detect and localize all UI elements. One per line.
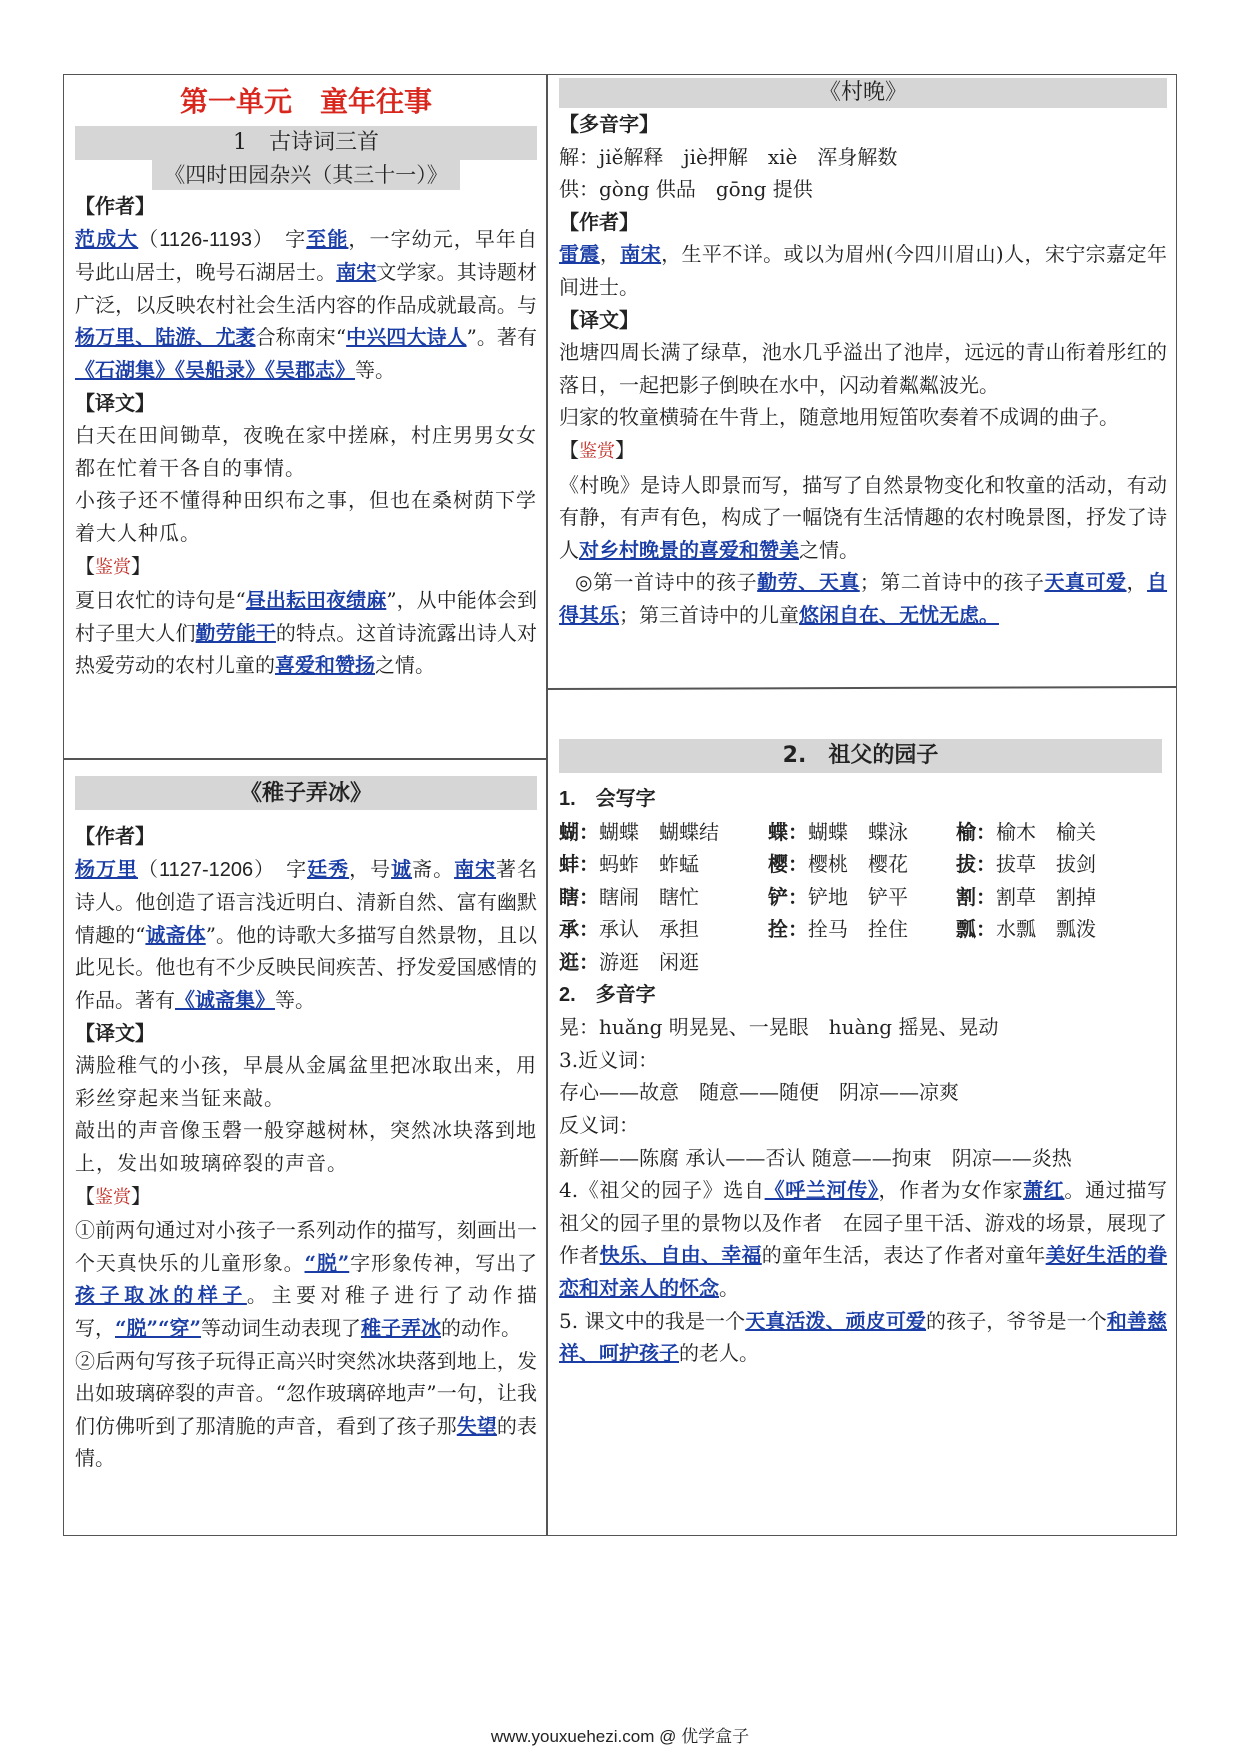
lesson2-writing-heading: 1. 会写字 <box>559 788 656 810</box>
lesson2-polyphone-heading: 2. 多音字 <box>559 983 656 1006</box>
poem2-translation-line1: 满脸稚气的小孩，早晨从金属盆里把冰取出来，用彩丝穿起来当钲来敲。 <box>75 1053 537 1110</box>
poem3-translation-heading: 【译文】 <box>559 307 639 332</box>
lesson2-point4: 4.《祖父的园子》选自《呼兰河传》，作者为女作家萧红。通过描写祖父的园子里的景物以及作者 在园子里干活、游戏的场景，展现了作者快乐、自由、幸福的童年生活，表达了作者对童年美好生活的眷恋和对亲人的怀念。 <box>559 1178 1168 1300</box>
poem3-section <box>559 78 1167 632</box>
char-entry <box>768 946 956 979</box>
lesson2-synonym-heading: 3.近义词： <box>559 1047 659 1072</box>
poem3-polyphone-1: 解：jiě解释 jiè押解 xiè 浑身解数 <box>559 144 898 169</box>
poem2-translation-heading: 【译文】 <box>75 1020 155 1045</box>
char-entry: 蝶：蝴蝶 蝶泳 <box>768 819 908 844</box>
poem2-author-text: 杨万里（1127-1206） 字廷秀，号诚斋。南宋著名诗人。他创造了语言浅近明白、清新自然、富有幽默情趣的“诚斋体”。他的诗歌大多描写自然景物，且以此见长。他也有不少反映民间疾苦、抒发爱国感情的作品。著有《诚斋集》等。 <box>75 856 538 1012</box>
poem1-translation-line2: 小孩子还不懂得种田织布之事，但也在桑树荫下学着大人种瓜。 <box>75 488 537 545</box>
char-entry: 拔：拔草 拔剑 <box>956 852 1096 877</box>
char-entry: 逛：游逛 闲逛 <box>559 949 699 974</box>
lesson2-antonym-heading: 反义词： <box>559 1112 639 1137</box>
footer-watermark: www.youxuehezi.com @ 优学盒子 <box>490 1727 750 1746</box>
poem1-author-text: 范成大（1126-1193） 字至能，一字幼元，早年自号此山居士，晚号石湖居士。南宋文学家。其诗题材广泛，以反映农村社会生活内容的作品成就最高。与杨万里、陆游、尤袤合称南宋“中兴四大诗人”。著有《石湖集》《吴船录》《吴郡志》等。 <box>75 226 538 382</box>
char-entry: 割：割草 割掉 <box>956 884 1096 909</box>
char-entry: 拴：拴马 拴住 <box>768 917 908 942</box>
char-entry: 蚌：蚂蚱 蚱蜢 <box>559 852 699 877</box>
poem2-title: 《稚子弄冰》 <box>75 776 537 810</box>
poems-summary: ◎第一首诗中的孩子勤劳、天真；第二首诗中的孩子天真可爱，自得其乐；第三首诗中的儿童悠闲自在、无忧无虑。 <box>559 570 1168 627</box>
poem1-appreciation-text: 夏日农忙的诗句是“昼出耘田夜绩麻”，从中能体会到村子里大人们勤劳能干的特点。这首诗流露出诗人对热爱劳动的农村儿童的喜爱和赞扬之情。 <box>75 588 538 678</box>
poem1-title: 《四时田园杂兴（其三十一）》 <box>152 160 460 190</box>
lesson2-antonyms: 新鲜——陈腐 承认——否认 随意——拘束 阴凉——炎热 <box>559 1145 1072 1170</box>
char-entry: 铲：铲地 铲平 <box>768 884 908 909</box>
unit-title: 第一单元 童年往事 <box>179 85 432 118</box>
poem3-author-heading: 【作者】 <box>559 209 639 234</box>
poem3-translation-line2: 归家的牧童横骑在牛背上，随意地用短笛吹奏着不成调的曲子。 <box>559 405 1119 430</box>
poem3-appreciation-heading: 【鉴赏】 <box>559 437 635 462</box>
left-section-divider <box>63 758 548 760</box>
poem2-translation-line2: 敲出的声音像玉磬一般穿越树林，突然冰块落到地上，发出如玻璃碎裂的声音。 <box>75 1118 537 1175</box>
lesson2-point5: 5. 课文中的我是一个天真活泼、顽皮可爱的孩子，爷爷是一个和善慈祥、呵护孩子的老人。 <box>559 1308 1168 1366</box>
column-divider <box>546 74 548 1536</box>
poem1-author-heading: 【作者】 <box>75 194 155 218</box>
char-entry: 瞎：瞎闹 瞎忙 <box>559 884 699 909</box>
poem2-appreciation-1: ①前两句通过对小孩子一系列动作的描写，刻画出一个天真快乐的儿童形象。“脱”字形象传神，写出了孩子取冰的样子。主要对稚子进行了动作描写，“脱”“穿”等动词生动表现了稚子弄冰的动作。 <box>75 1218 538 1340</box>
poem1-appreciation-heading: 【鉴赏】 <box>75 553 151 578</box>
char-entry: 承：承认 承担 <box>559 917 699 942</box>
char-entry: 樱：樱桃 樱花 <box>768 852 908 877</box>
lesson1-title: 1 古诗词三首 <box>75 126 537 160</box>
poem1-section <box>75 82 537 682</box>
poem3-polyphone-2: 供：gòng 供品 gōng 提供 <box>559 177 813 202</box>
poem3-polyphone-heading: 【多音字】 <box>559 112 659 136</box>
lesson2-polyphone: 晃：huǎng 明晃晃、一晃眼 huàng 摇晃、晃动 <box>559 1015 999 1040</box>
poem3-translation-line1: 池塘四周长满了绿草，池水几乎溢出了池岸，远远的青山衔着彤红的落日，一起把影子倒映在水中，闪动着粼粼波光。 <box>559 340 1167 397</box>
char-entry: 榆：榆木 榆关 <box>956 819 1096 844</box>
poem2-appreciation-2: ②后两句写孩子玩得正高兴时突然冰块落到地上，发出如玻璃碎裂的声音。“忽作玻璃碎地声”一句，让我们仿佛听到了那清脆的声音，看到了孩子那失望的表情。 <box>75 1348 538 1471</box>
poem2-section <box>75 776 537 1475</box>
lesson2-synonyms: 存心——故意 随意——随便 阴凉——凉爽 <box>559 1080 959 1105</box>
char-entry: 蝴：蝴蝶 蝴蝶结 <box>559 819 719 844</box>
poem1-translation-heading: 【译文】 <box>75 390 155 415</box>
poem1-translation-line1: 白天在田间锄草，夜晚在家中搓麻，村庄男男女女都在忙着干各自的事情。 <box>75 423 537 480</box>
writing-chars-grid <box>559 816 1167 979</box>
poem2-appreciation-heading: 【鉴赏】 <box>75 1183 151 1208</box>
lesson2-section <box>559 739 1167 1370</box>
poem3-author-text: 雷震，南宋，生平不详。或以为眉州(今四川眉山)人，宋宁宗嘉定年间进士。 <box>559 242 1168 299</box>
poem3-appreciation-text: 《村晚》是诗人即景而写，描写了自然景物变化和牧童的活动，有动有静，有声有色，构成了一幅饶有生活情趣的农村晚景图，抒发了诗人对乡村晚景的喜爱和赞美之情。 <box>559 472 1167 562</box>
lesson2-title: 2. 祖父的园子 <box>559 739 1162 773</box>
poem3-title: 《村晚》 <box>559 78 1167 108</box>
char-entry: 瓢：水瓢 瓢泼 <box>956 917 1096 942</box>
poem2-author-heading: 【作者】 <box>75 824 155 848</box>
char-entry <box>956 946 1156 979</box>
